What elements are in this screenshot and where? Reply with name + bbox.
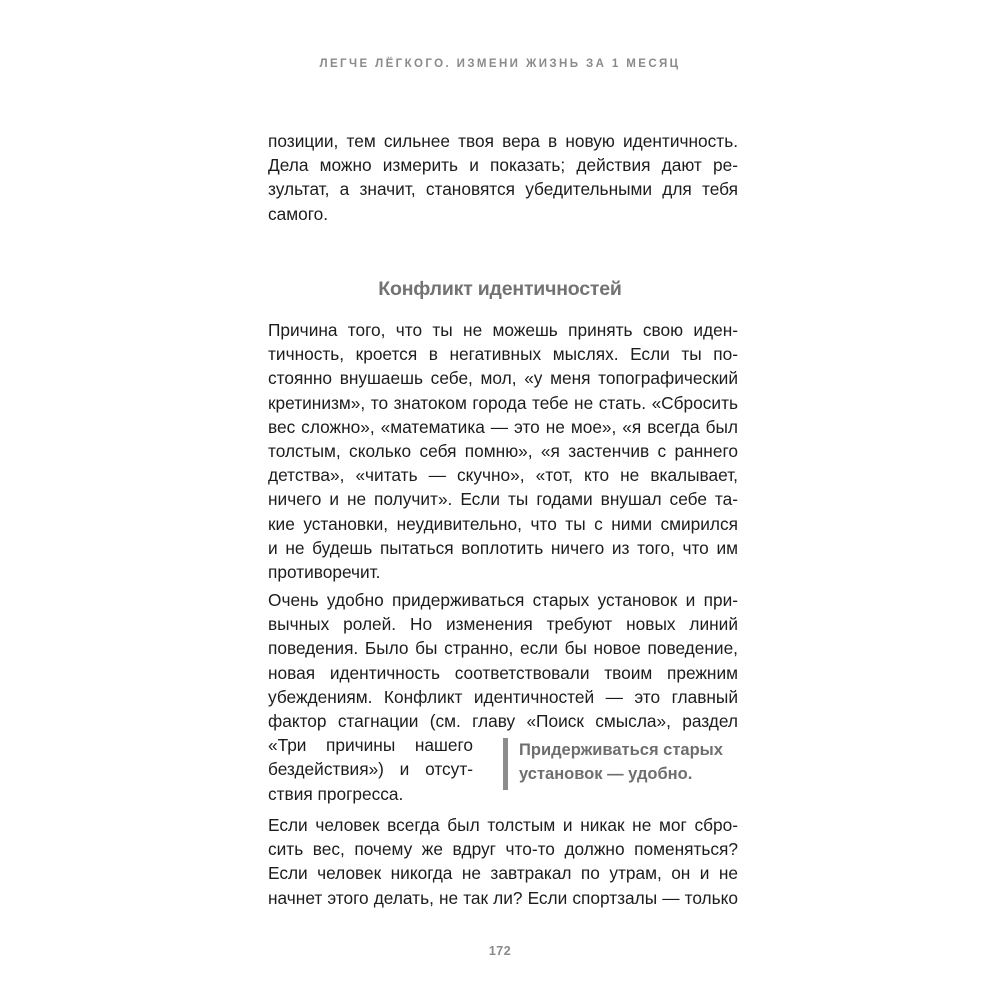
text-line: поведения. Было бы странно, если бы новое поведение, (268, 638, 738, 659)
text-line: толстым, сколько себя помню», «я застенчив с раннего (268, 440, 738, 461)
text-line: сить вес, почему же вдруг что-то должно поменяться? (268, 839, 738, 860)
text-line: детства», «читать — скучно», «тот, кто не вкалывает, (268, 465, 738, 486)
paragraph-intro (268, 129, 738, 226)
text-line: вес сложно», «математика — это не мое», «я всегда был (268, 416, 738, 437)
text-line: «Три причины нашего (268, 735, 473, 756)
text-line: Причина того, что ты не можешь принять свою иден- (268, 320, 738, 340)
pull-quote-line: установок — удобно. (519, 765, 693, 783)
pull-quote-line: Придерживаться старых (519, 741, 723, 759)
text-line: ствия прогресса. (268, 783, 404, 804)
text-line: тичность, кроется в негативных мыслях. Если ты по- (268, 344, 738, 365)
page-number: 172 (488, 944, 512, 958)
text-line: и не будешь пытаться воплотить ничего из того, что им (268, 537, 738, 558)
text-line: позиции, тем сильнее твоя вера в новую идентичность. (268, 131, 738, 151)
text-line: Если человек никогда не завтракал по утрам, он и не (268, 863, 738, 884)
pull-quote (503, 738, 723, 790)
text-line: кие установки, неудивительно, что ты с ними смирился (268, 513, 738, 534)
paragraph-3 (268, 813, 738, 910)
text-line: убеждениям. Конфликт идентичностей — это главный (268, 686, 738, 707)
text-line: начнет этого делать, не так ли? Если спортзалы — только (268, 887, 738, 908)
text-line: ничего и не получит». Если ты годами внушал себе та- (268, 489, 738, 510)
text-line: стоянно внушаешь себе, мол, «у меня топографический (268, 368, 738, 389)
text-line: новая идентичность соответствовали твоим прежним (268, 662, 738, 683)
text-line: противоречит. (268, 561, 381, 582)
text-line: вычных ролей. Но изменения требуют новых линий (268, 614, 738, 635)
text-line: фактор стагнации (см. главу «Поиск смысла», раздел (268, 710, 738, 731)
paragraph-1 (268, 318, 738, 584)
text-line: Очень удобно придерживаться старых установок и при- (268, 590, 738, 610)
text-line: зультат, а значит, становятся убедительными для тебя (268, 179, 738, 200)
text-line: Если человек всегда был толстым и никак не мог сбро- (268, 815, 738, 835)
text-line: самого. (268, 203, 329, 224)
running-header: ЛЕГЧЕ ЛЁГКОГО. ИЗМЕНИ ЖИЗНЬ ЗА 1 МЕСЯЦ (319, 58, 681, 70)
text-line: бездействия») и отсут- (268, 759, 473, 780)
section-heading: Конфликт идентичностей (378, 278, 622, 300)
text-line: кретинизм», то знатоком города тебе не стать. «Сбросить (268, 392, 738, 413)
text-line: Дела можно измерить и показать; действия дают ре- (268, 155, 738, 176)
